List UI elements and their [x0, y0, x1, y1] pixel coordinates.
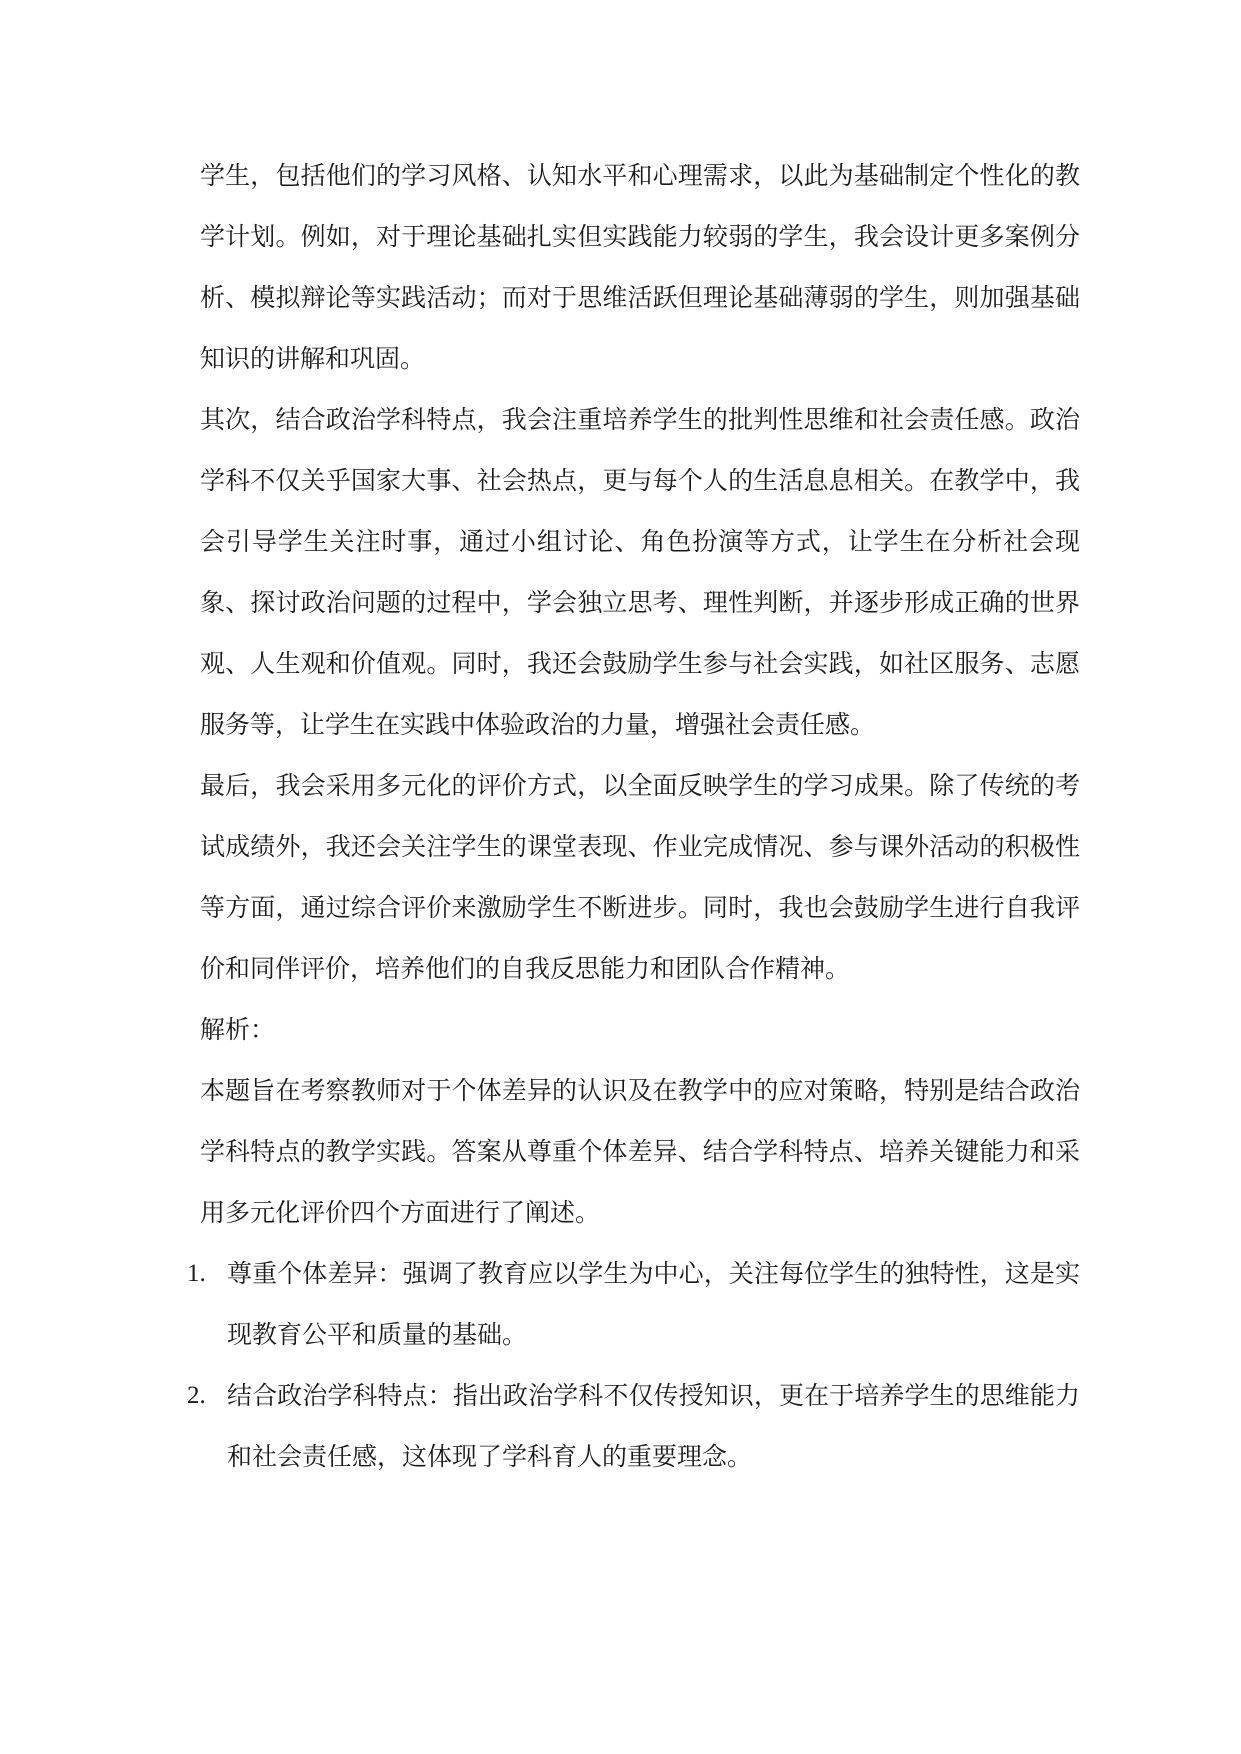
paragraph-analysis: 本题旨在考察教师对于个体差异的认识及在教学中的应对策略，特别是结合政治学科特点的教学实践。答案从尊重个体差异、结合学科特点、培养关键能力和采用多元化评价四个方面进行了阐述。	[200, 1076, 1080, 1227]
list-item-number: 2.	[187, 1382, 206, 1409]
paragraph-individualized-plan: 学生，包括他们的学习风格、认知水平和心理需求，以此为基础制定个性化的教学计划。例如，对于理论基础扎实但实践能力较弱的学生，我会设计更多案例分析、模拟辩论等实践活动；而对于思维活跃但理论基础薄弱的学生，则加强基础知识的讲解和巩固。	[200, 161, 1080, 373]
paragraph-evaluation: 最后，我会采用多元化的评价方式，以全面反映学生的学习成果。除了传统的考试成绩外，我还会关注学生的课堂表现、作业完成情况、参与课外活动的积极性等方面，通过综合评价来激励学生不断进步。同时，我也会鼓励学生进行自我评价和同伴评价，培养他们的自我反思能力和团队合作精神。	[200, 771, 1080, 983]
analysis-list	[187, 1243, 1080, 1487]
paragraph-subject-features: 其次，结合政治学科特点，我会注重培养学生的批判性思维和社会责任感。政治学科不仅关乎国家大事、社会热点，更与每个人的生活息息相关。在教学中，我会引导学生关注时事，通过小组讨论、角色扮演等方式，让学生在分析社会现象、探讨政治问题的过程中，学会独立思考、理性判断，并逐步形成正确的世界观、人生观和价值观。同时，我还会鼓励学生参与社会实践，如社区服务、志愿服务等，让学生在实践中体验政治的力量，增强社会责任感。	[200, 405, 1080, 739]
analysis-heading: 解析：	[200, 1015, 276, 1044]
list-item-text: 尊重个体差异：强调了教育应以学生为中心，关注每位学生的独特性，这是实现教育公平和质量的基础。	[227, 1259, 1080, 1349]
list-item-text: 结合政治学科特点：指出政治学科不仅传授知识，更在于培养学生的思维能力和社会责任感，这体现了学科育人的重要理念。	[227, 1381, 1080, 1471]
list-item	[187, 1243, 1080, 1365]
list-item-number: 1.	[187, 1260, 206, 1287]
list-item	[187, 1365, 1080, 1487]
document-body	[187, 145, 1080, 1487]
